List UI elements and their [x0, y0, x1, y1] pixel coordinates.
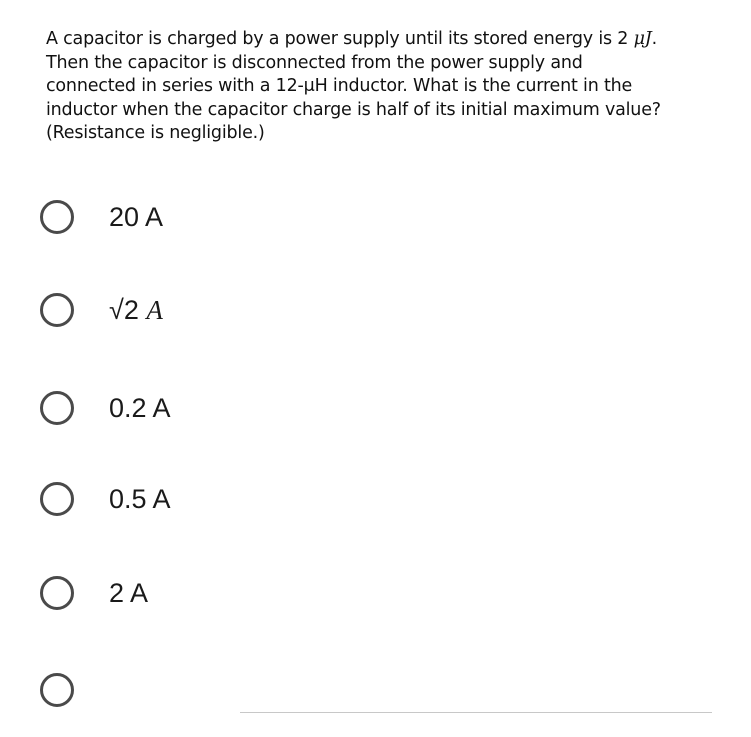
option-sqrt2a[interactable]	[40, 288, 440, 332]
option-other[interactable]	[40, 668, 440, 712]
option-label: 0.5 A	[109, 483, 171, 514]
question-line-4: inductor when the capacitor charge is half of its initial maximum value?	[46, 99, 661, 120]
radio-button[interactable]	[40, 293, 74, 327]
option-label: 20 A	[109, 201, 164, 232]
radio-button[interactable]	[40, 482, 74, 516]
option-label: √2 A	[109, 294, 163, 325]
radio-button[interactable]	[40, 576, 74, 610]
energy-unit: μJ	[633, 29, 652, 49]
question-line-5: (Resistance is negligible.)	[46, 123, 265, 143]
option-0-5a[interactable]	[40, 477, 440, 521]
question-line-2: Then the capacitor is disconnected from the power supply and	[46, 52, 583, 73]
question-line-1: A capacitor is charged by a power supply until its stored energy is 2 μJ.	[46, 29, 657, 49]
option-0-2a[interactable]	[40, 386, 440, 430]
radio-button[interactable]	[40, 391, 74, 425]
question-text	[46, 28, 726, 146]
question-line-3: connected in series with a 12-μH inductor. What is the current in the	[46, 76, 633, 96]
radio-button[interactable]	[40, 200, 74, 234]
option-label: 0.2 A	[109, 392, 171, 423]
option-20a[interactable]	[40, 195, 440, 239]
option-label: 2 A	[109, 577, 149, 608]
radio-button[interactable]	[40, 673, 74, 707]
other-answer-input-line[interactable]	[240, 712, 712, 713]
option-2a[interactable]	[40, 571, 440, 615]
